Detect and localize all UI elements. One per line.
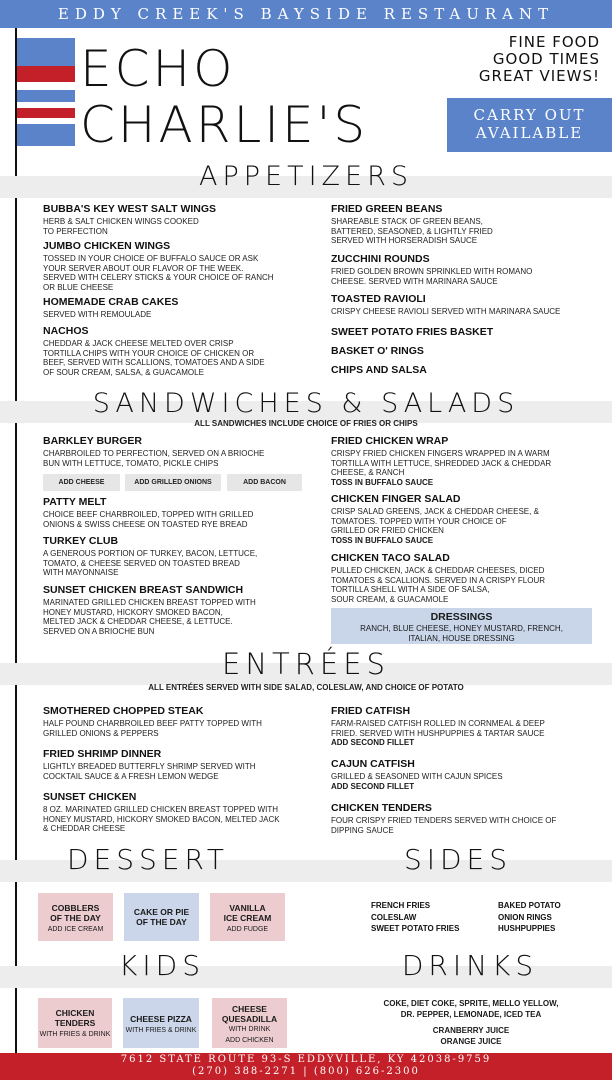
menu-item: [331, 345, 593, 358]
menu-item: [331, 552, 606, 604]
menu-item: [43, 748, 313, 781]
tagline-line: GOOD TIMES: [492, 50, 600, 68]
appetizers-title: APPETIZERS: [198, 161, 413, 192]
item-name: TURKEY CLUB: [43, 535, 119, 547]
sandwiches-title: SANDWICHES & SALADS: [92, 388, 520, 419]
item-desc: PULLED CHICKEN, JACK & CHEDDAR CHEESES, DICED TOMATOES & SCALLIONS. SERVED IN A CRISPY FLOUR TORTILLA SHELL WITH A SIDE OF SALSA, SOUR CREAM, & GUACAMOLE: [331, 566, 545, 604]
logo-line-1: ECHO: [80, 40, 236, 98]
carry-out-line: CARRY OUT: [473, 106, 586, 124]
carry-out-line: AVAILABLE: [475, 124, 584, 142]
item-name: SUNSET CHICKEN BREAST SANDWICH: [43, 584, 244, 596]
item-name: CHEESE PIZZA: [130, 1014, 192, 1024]
item-name: HOMEMADE CRAB CAKES: [43, 296, 179, 308]
dessert-item: [210, 893, 285, 941]
side-item: FRENCH FRIES: [371, 901, 431, 910]
item-desc: HERB & SALT CHICKEN WINGS COOKED TO PERFECTION: [43, 217, 199, 236]
item-name: SWEET POTATO FRIES BASKET: [331, 326, 494, 338]
side-item: ONION RINGS: [498, 912, 552, 922]
entrees-title: ENTRÉES: [222, 647, 390, 681]
item-name: FRIED CATFISH: [331, 705, 411, 717]
item-sub: WITH FRIES & DRINK: [39, 1031, 111, 1038]
item-desc: CRISPY FRIED CHICKEN FINGERS WRAPPED IN A WARM TORTILLA WITH LETTUCE, SHREDDED JACK & CHEDDAR CHEESE, & RANCH: [331, 449, 552, 477]
menu-item: [43, 584, 313, 636]
drinks-title: DRINKS: [401, 949, 539, 982]
item-desc: SERVED WITH REMOULADE: [43, 310, 152, 319]
side-item: SWEET POTATO FRIES: [371, 924, 460, 933]
item-extra: TOSS IN BUFFALO SAUCE: [331, 477, 434, 487]
tagline-line: FINE FOOD: [508, 33, 600, 51]
item-name: TOASTED RAVIOLI: [331, 293, 426, 305]
dressings-title: DRESSINGS: [430, 611, 493, 623]
item-name: SUNSET CHICKEN: [43, 791, 137, 803]
menu-item: [43, 535, 305, 578]
item-name: CAKE OR PIE OF THE DAY: [133, 907, 190, 927]
item-desc: FARM-RAISED CATFISH ROLLED IN CORNMEAL & DEEP FRIED. SERVED WITH HUSHPUPPIES & TARTAR SAUCE: [331, 719, 545, 738]
kids-item: [212, 998, 287, 1048]
item-name: SMOTHERED CHOPPED STEAK: [43, 705, 204, 717]
tagline-line: GREAT VIEWS!: [478, 67, 600, 85]
sandwiches-subtitle: ALL SANDWICHES INCLUDE CHOICE OF FRIES OR CHIPS: [194, 419, 418, 428]
addon-cheese: ADD CHEESE: [43, 474, 120, 491]
menu-item: [331, 293, 601, 317]
sides-list-right: [498, 900, 561, 935]
side-item: COLESLAW: [371, 912, 417, 922]
menu-item: [43, 435, 305, 468]
dessert-title: DESSERT: [66, 843, 229, 876]
menu-item: [43, 296, 305, 320]
menu-item: [331, 364, 593, 377]
item-sub: ADD CHICKEN: [225, 1037, 274, 1044]
item-name: CHICKEN FINGER SALAD: [331, 493, 461, 505]
item-name: CHEESE QUESADILLA: [221, 1004, 278, 1024]
logo-line-2: CHARLIE'S: [80, 96, 369, 154]
item-desc: HALF POUND CHARBROILED BEEF PATTY TOPPED WITH GRILLED ONIONS & PEPPERS: [43, 719, 262, 738]
item-name: BARKLEY BURGER: [43, 435, 142, 447]
menu-item: [43, 791, 323, 834]
item-desc: FRIED GOLDEN BROWN SPRINKLED WITH ROMANO CHEESE. SERVED WITH MARINARA SAUCE: [331, 267, 533, 286]
item-desc: MARINATED GRILLED CHICKEN BREAST TOPPED WITH HONEY MUSTARD, HICKORY SMOKED BACON, MELTED JACK & CHEDDAR CHEESE, & LETTUCE. SERVED ON A BRIOCHE BUN: [43, 598, 256, 636]
menu-item: [43, 325, 323, 377]
item-name: COBBLERS OF THE DAY: [50, 903, 101, 923]
item-desc: CRISP SALAD GREENS, JACK & CHEDDAR CHEESE, & TOMATOES. TOPPED WITH YOUR CHOICE OF GRILLED OR FRIED CHICKEN: [331, 507, 539, 535]
item-name: BUBBA'S KEY WEST SALT WINGS: [43, 203, 217, 215]
sides-title: SIDES: [403, 843, 513, 876]
menu-item: [331, 493, 606, 545]
menu-item: [331, 705, 606, 748]
item-name: JUMBO CHICKEN WINGS: [43, 240, 171, 252]
menu-item: [331, 203, 593, 246]
item-name: PATTY MELT: [43, 496, 107, 508]
item-name: ZUCCHINI ROUNDS: [331, 253, 430, 265]
item-name: VANILLA ICE CREAM: [223, 903, 272, 923]
entrees-subtitle: ALL ENTRÉES SERVED WITH SIDE SALAD, COLESLAW, AND CHOICE OF POTATO: [148, 683, 464, 692]
kids-title: KIDS: [119, 949, 205, 982]
item-sub: WITH FRIES & DRINK: [125, 1027, 197, 1034]
dressings-list: RANCH, BLUE CHEESE, HONEY MUSTARD, FRENCH, ITALIAN, HOUSE DRESSING: [360, 624, 563, 643]
drinks-line: CRANBERRY JUICE: [432, 1026, 510, 1035]
footer: [0, 1053, 612, 1080]
item-name: NACHOS: [43, 325, 89, 337]
menu-item: [43, 203, 305, 236]
item-desc: CHOICE BEEF CHARBROILED, TOPPED WITH GRILLED ONIONS & SWISS CHEESE ON TOASTED RYE BREAD: [43, 510, 254, 529]
item-extra: ADD SECOND FILLET: [331, 738, 415, 747]
item-sub: WITH DRINK: [228, 1026, 271, 1033]
item-name: FRIED SHRIMP DINNER: [43, 748, 162, 760]
item-desc: FOUR CRISPY FRIED TENDERS SERVED WITH CHOICE OF DIPPING SAUCE: [331, 816, 557, 835]
menu-item: [43, 496, 305, 529]
menu-item: [43, 705, 313, 738]
item-extra: TOSS IN BUFFALO SAUCE: [331, 535, 434, 545]
side-item: HUSHPUPPIES: [498, 924, 556, 933]
item-name: CHICKEN TENDERS: [331, 802, 432, 814]
item-desc: LIGHTLY BREADED BUTTERFLY SHRIMP SERVED WITH COCKTAIL SAUCE & A FRESH LEMON WEDGE: [43, 762, 256, 781]
item-name: FRIED GREEN BEANS: [331, 203, 443, 215]
menu-item: [43, 240, 323, 292]
addon-bacon: ADD BACON: [227, 474, 302, 491]
menu-item: [331, 758, 606, 791]
item-desc: GRILLED & SEASONED WITH CAJUN SPICES: [331, 772, 503, 781]
item-desc: 8 OZ. MARINATED GRILLED CHICKEN BREAST TOPPED WITH HONEY MUSTARD, HICKORY SMOKED BACON, MELTED JACK & CHEDDAR CHEESE: [43, 805, 280, 833]
menu-item: [331, 435, 606, 487]
item-name: CAJUN CATFISH: [331, 758, 415, 770]
tagline: [479, 34, 600, 85]
drinks-line: COKE, DIET COKE, SPRITE, MELLO YELLOW,: [383, 999, 559, 1008]
dressings-box: [331, 608, 592, 644]
item-desc: SHAREABLE STACK OF GREEN BEANS, BATTERED, SEASONED, & LIGHTLY FRIED SERVED WITH HORSERADISH SAUCE: [331, 217, 493, 245]
carry-out-badge: [447, 98, 612, 152]
dessert-item: [38, 893, 113, 941]
flag-icon: [17, 38, 75, 146]
item-name: CHICKEN TENDERS: [54, 1008, 96, 1028]
item-name: CHIPS AND SALSA: [331, 364, 427, 376]
item-desc: CRISPY CHEESE RAVIOLI SERVED WITH MARINARA SAUCE: [331, 307, 561, 316]
item-sub: ADD ICE CREAM: [47, 926, 104, 933]
footer-address: 7612 STATE ROUTE 93-S EDDYVILLE, KY 42038-9759: [120, 1054, 492, 1065]
item-desc: A GENEROUS PORTION OF TURKEY, BACON, LETTUCE, TOMATO, & CHEESE SERVED ON TOASTED BREAD WITH MAYONNAISE: [43, 549, 258, 577]
item-desc: CHARBROILED TO PERFECTION, SERVED ON A BRIOCHE BUN WITH LETTUCE, TOMATO, PICKLE CHIPS: [43, 449, 265, 468]
kids-item: [38, 998, 112, 1048]
item-desc: TOSSED IN YOUR CHOICE OF BUFFALO SAUCE OR ASK YOUR SERVER ABOUT OUR FLAVOR OF THE WEEK. SERVED WITH CELERY STICKS & YOUR CHOICE OF RANCH OR BLUE CHEESE: [43, 254, 274, 292]
drinks-line: ORANGE JUICE: [440, 1036, 502, 1046]
item-name: CHICKEN TACO SALAD: [331, 552, 450, 564]
menu-item: [331, 326, 593, 339]
item-desc: CHEDDAR & JACK CHEESE MELTED OVER CRISP TORTILLA CHIPS WITH YOUR CHOICE OF CHICKEN OR BEEF, SERVED WITH SCALLIONS, TOMATOES AND A SIDE OF SOUR CREAM, SALSA, & GUACAMOLE: [43, 339, 265, 377]
sides-list-left: [371, 900, 459, 935]
dessert-item: [124, 893, 199, 941]
item-extra: ADD SECOND FILLET: [331, 781, 415, 791]
item-name: BASKET O' RINGS: [331, 345, 424, 357]
footer-phones: (270) 388-2271 | (800) 626-2300: [192, 1066, 420, 1077]
top-banner: EDDY CREEK'S BAYSIDE RESTAURANT: [0, 0, 612, 28]
drinks-line: DR. PEPPER, LEMONADE, ICED TEA: [400, 1009, 542, 1019]
addon-grilled-onions: ADD GRILLED ONIONS: [125, 474, 221, 491]
item-name: FRIED CHICKEN WRAP: [331, 435, 449, 447]
kids-item: [123, 998, 199, 1048]
drinks-list: [360, 999, 582, 1047]
side-item: BAKED POTATO: [498, 901, 561, 910]
menu-item: [331, 802, 606, 835]
menu-item: [331, 253, 593, 286]
item-sub: ADD FUDGE: [226, 926, 269, 933]
